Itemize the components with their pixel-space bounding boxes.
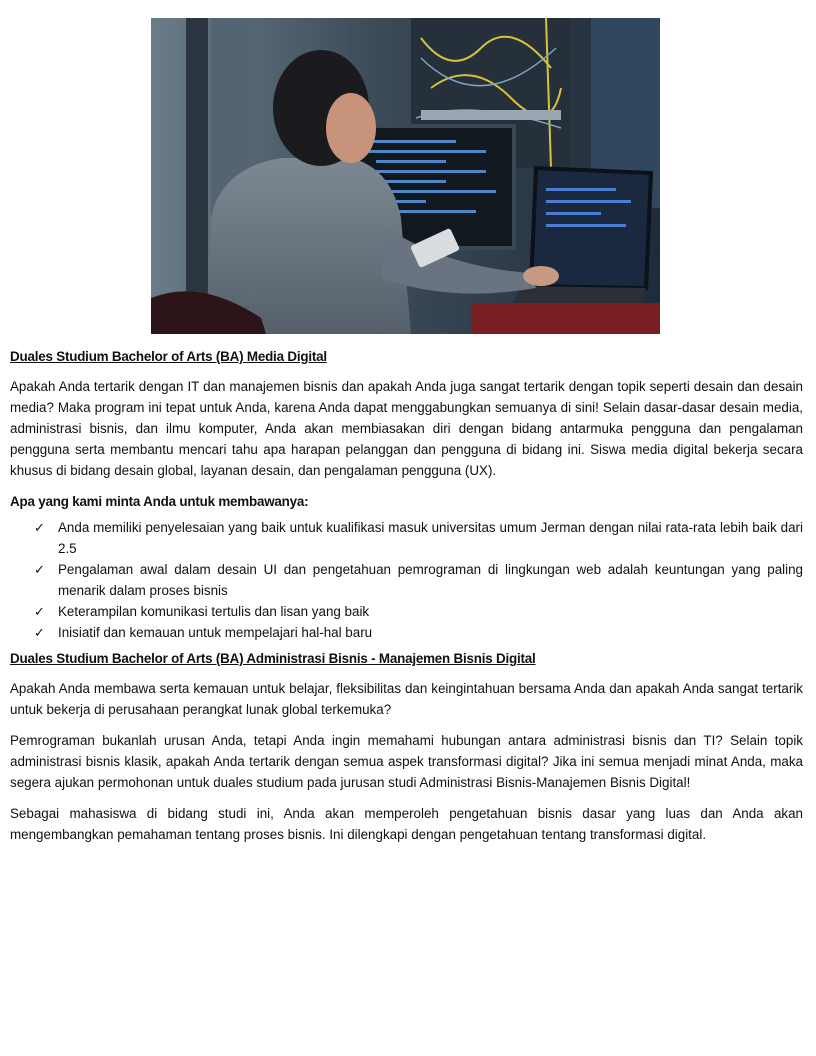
checkmark-icon: ✓ bbox=[34, 625, 45, 640]
section-paragraph: Apakah Anda tertarik dengan IT dan manajemen bisnis dan apakah Anda juga sangat tertarik dengan topik seperti desain dan desain media? Maka program ini tepat untuk Anda, karena Anda dapat menggabungkan semuanya di sini! Selain dasar-dasar desain media, administrasi bisnis, dan ilmu komputer, Anda akan membiasakan diri dengan bidang antarmuka pengguna dan pengalaman pengguna serta membantu mencari tahu apa harapan pelanggan dan pengguna di bidang ini. Siswa media digital bekerja secara khusus di bidang desain global, layanan desain, dan pengalaman pengguna (UX). bbox=[10, 379, 803, 478]
requirements-heading: Apa yang kami minta Anda untuk membawanya: bbox=[10, 494, 309, 509]
list-item bbox=[34, 517, 803, 559]
list-item-text: Anda memiliki penyelesaian yang baik untuk kualifikasi masuk universitas umum Jerman dengan nilai rata-rata lebih baik dari 2.5 bbox=[58, 520, 803, 556]
checkmark-icon: ✓ bbox=[34, 562, 45, 577]
section-paragraph: Pemrograman bukanlah urusan Anda, tetapi Anda ingin memahami hubungan antara administrasi bisnis dan TI? Selain topik administrasi bisnis klasik, apakah Anda tertarik dengan semua aspek transformasi digital? Jika ini semua menjadi minat Anda, maka segera ajukan permohonan untuk duales studium pada jurusan studi Administrasi Bisnis-Manajemen Bisnis Digital! bbox=[10, 733, 803, 790]
checkmark-icon: ✓ bbox=[34, 604, 45, 619]
list-item-text: Keterampilan komunikasi tertulis dan lisan yang baik bbox=[58, 604, 370, 619]
list-item-text: Inisiatif dan kemauan untuk mempelajari hal-hal baru bbox=[58, 625, 373, 640]
section-paragraph: Apakah Anda membawa serta kemauan untuk belajar, fleksibilitas dan keingintahuan bersama Anda dan apakah Anda sangat tertarik untuk bekerja di perusahaan perangkat lunak global terkemuka? bbox=[10, 681, 803, 717]
checkmark-icon: ✓ bbox=[34, 520, 45, 535]
section-paragraph: Sebagai mahasiswa di bidang studi ini, Anda akan memperoleh pengetahuan bisnis dasar yang luas dan Anda akan mengembangkan pemahaman tentang proses bisnis. Ini dilengkapi dengan pengetahuan tentang transformasi digital. bbox=[10, 806, 803, 842]
list-item-text: Pengalaman awal dalam desain UI dan pengetahuan pemrograman di lingkungan web adalah keuntungan yang paling menarik dalam proses bisnis bbox=[58, 562, 803, 598]
section-heading-media-digital: Duales Studium Bachelor of Arts (BA) Media Digital bbox=[10, 349, 327, 364]
requirements-list bbox=[10, 517, 803, 643]
section-heading-business-admin: Duales Studium Bachelor of Arts (BA) Administrasi Bisnis - Manajemen Bisnis Digital bbox=[10, 651, 536, 666]
document-body bbox=[10, 346, 803, 855]
list-item bbox=[34, 559, 803, 601]
hero-photo bbox=[151, 18, 660, 334]
list-item bbox=[34, 622, 803, 643]
photo-icon bbox=[151, 18, 660, 334]
list-item bbox=[34, 601, 803, 622]
